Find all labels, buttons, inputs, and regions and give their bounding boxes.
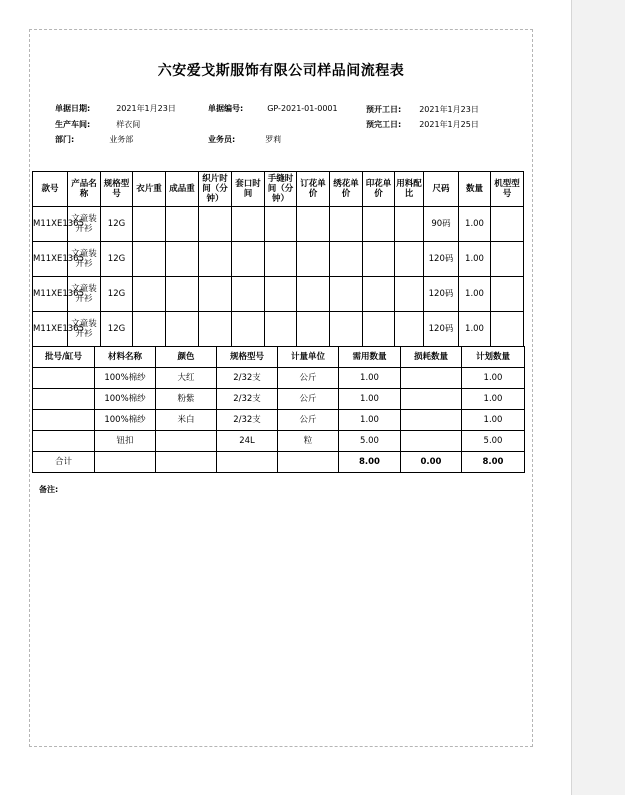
cell xyxy=(199,312,232,347)
cell xyxy=(232,242,265,277)
cell xyxy=(265,242,297,277)
page-title: 六安爱戈斯服饰有限公司样品间流程表 xyxy=(157,63,405,79)
cell: 2/32支 xyxy=(217,410,278,431)
cell xyxy=(232,312,265,347)
cell xyxy=(133,242,166,277)
salesperson-value: 罗莉 xyxy=(265,135,282,144)
cell xyxy=(33,368,95,389)
cell xyxy=(297,242,330,277)
cell: 1.00 xyxy=(339,410,401,431)
col-bead-price: 订花单价 xyxy=(297,172,330,207)
doc-no-label: 单据编号: xyxy=(208,104,244,113)
col-product-name: 产品名称 xyxy=(68,172,101,207)
cell xyxy=(363,242,395,277)
cell xyxy=(491,312,524,347)
cell: 钮扣 xyxy=(95,431,156,452)
cell: 大红 xyxy=(156,368,217,389)
cell xyxy=(166,242,199,277)
cell xyxy=(401,431,462,452)
product-table xyxy=(32,171,524,347)
cell: 12G xyxy=(101,277,133,312)
cell: M11XE1365 xyxy=(33,207,68,242)
cell xyxy=(166,207,199,242)
cell xyxy=(363,277,395,312)
cell xyxy=(297,312,330,347)
cell xyxy=(156,431,217,452)
col-unit: 计量单位 xyxy=(278,347,339,368)
table-row xyxy=(33,312,524,347)
cell: 12G xyxy=(101,312,133,347)
cell: 文童装开衫 xyxy=(68,277,101,312)
cell: M11XE1365 xyxy=(33,312,68,347)
workshop-value: 样衣间 xyxy=(116,120,141,129)
cell: 12G xyxy=(101,242,133,277)
cell xyxy=(401,410,462,431)
cell xyxy=(133,207,166,242)
start-date-label: 预开工日: xyxy=(366,105,402,114)
col-style-no: 款号 xyxy=(33,172,68,207)
cell xyxy=(363,312,395,347)
info-salesperson xyxy=(208,134,281,145)
info-dept xyxy=(55,134,133,145)
cell: 100%棉纱 xyxy=(95,389,156,410)
cell xyxy=(395,207,424,242)
cell xyxy=(166,277,199,312)
cell: 文童装开衫 xyxy=(68,207,101,242)
cell xyxy=(33,431,95,452)
date-value: 2021年1月23日 xyxy=(116,104,176,113)
cell xyxy=(156,452,217,473)
cell xyxy=(297,277,330,312)
cell xyxy=(401,368,462,389)
col-knit-time: 织片时间（分钟） xyxy=(199,172,232,207)
col-spec: 规格型号 xyxy=(101,172,133,207)
table-row xyxy=(33,431,525,452)
cell: M11XE1365 xyxy=(33,242,68,277)
cell: 粒 xyxy=(278,431,339,452)
col-handsew-time: 手缝时间（分钟） xyxy=(265,172,297,207)
cell xyxy=(491,207,524,242)
cell: 12G xyxy=(101,207,133,242)
cell: 1.00 xyxy=(462,389,525,410)
col-size: 尺码 xyxy=(424,172,459,207)
cell xyxy=(265,207,297,242)
start-date-value: 2021年1月23日 xyxy=(419,105,479,114)
cell: M11XE1365 xyxy=(33,277,68,312)
material-table-header xyxy=(33,347,525,368)
info-date xyxy=(55,103,176,114)
table-row xyxy=(33,368,525,389)
dept-label: 部门: xyxy=(55,135,75,144)
cell: 公斤 xyxy=(278,389,339,410)
total-row xyxy=(33,452,525,473)
workshop-label: 生产车间: xyxy=(55,120,91,129)
total-planned-qty: 8.00 xyxy=(462,452,525,473)
cell xyxy=(330,312,363,347)
cell: 24L xyxy=(217,431,278,452)
material-table xyxy=(32,346,525,473)
col-planned-qty: 计划数量 xyxy=(462,347,525,368)
doc-no-value: GP-2021-01-0001 xyxy=(267,104,338,113)
cell xyxy=(166,312,199,347)
table-row xyxy=(33,277,524,312)
cell: 120码 xyxy=(424,277,459,312)
cell xyxy=(401,389,462,410)
cell: 1.00 xyxy=(339,368,401,389)
cell xyxy=(330,242,363,277)
col-required-qty: 需用数量 xyxy=(339,347,401,368)
cell xyxy=(330,277,363,312)
cell: 2/32支 xyxy=(217,389,278,410)
col-batch-no: 批号/缸号 xyxy=(33,347,95,368)
table-row xyxy=(33,410,525,431)
cell: 米白 xyxy=(156,410,217,431)
cell: 1.00 xyxy=(459,312,491,347)
finish-date-value: 2021年1月25日 xyxy=(419,120,479,129)
cell xyxy=(265,277,297,312)
cell: 1.00 xyxy=(459,207,491,242)
cell xyxy=(199,277,232,312)
cell xyxy=(278,452,339,473)
cell xyxy=(33,389,95,410)
col-linking-time: 套口时间 xyxy=(232,172,265,207)
cell: 公斤 xyxy=(278,410,339,431)
cell: 文童装开衫 xyxy=(68,242,101,277)
table-row xyxy=(33,389,525,410)
cell xyxy=(95,452,156,473)
col-loss-qty: 损耗数量 xyxy=(401,347,462,368)
cell xyxy=(297,207,330,242)
col-panel-weight: 衣片重 xyxy=(133,172,166,207)
total-required-qty: 8.00 xyxy=(339,452,401,473)
info-doc-no xyxy=(208,103,338,114)
cell: 100%棉纱 xyxy=(95,368,156,389)
col-embroidery-price: 绣花单价 xyxy=(330,172,363,207)
cell: 1.00 xyxy=(462,368,525,389)
cell xyxy=(363,207,395,242)
info-start-date xyxy=(366,104,479,115)
window-right-panel xyxy=(571,0,625,795)
remark-label: 备注: xyxy=(39,485,59,494)
cell xyxy=(217,452,278,473)
cell xyxy=(232,207,265,242)
cell: 1.00 xyxy=(462,410,525,431)
cell xyxy=(33,410,95,431)
date-label: 单据日期: xyxy=(55,104,91,113)
cell: 5.00 xyxy=(462,431,525,452)
cell: 5.00 xyxy=(339,431,401,452)
cell xyxy=(199,207,232,242)
cell xyxy=(395,312,424,347)
info-finish-date xyxy=(366,119,479,130)
cell xyxy=(232,277,265,312)
cell: 文童装开衫 xyxy=(68,312,101,347)
cell: 1.00 xyxy=(459,277,491,312)
cell: 粉紫 xyxy=(156,389,217,410)
cell xyxy=(133,277,166,312)
total-label: 合计 xyxy=(33,452,95,473)
table-row xyxy=(33,242,524,277)
cell xyxy=(491,242,524,277)
cell xyxy=(491,277,524,312)
cell: 90码 xyxy=(424,207,459,242)
col-print-price: 印花单价 xyxy=(363,172,395,207)
col-material-ratio: 用料配比 xyxy=(395,172,424,207)
cell: 2/32支 xyxy=(217,368,278,389)
cell: 公斤 xyxy=(278,368,339,389)
col-machine-model: 机型型号 xyxy=(491,172,524,207)
cell: 1.00 xyxy=(339,389,401,410)
col-spec: 规格型号 xyxy=(217,347,278,368)
col-material-name: 材料名称 xyxy=(95,347,156,368)
cell xyxy=(330,207,363,242)
cell xyxy=(133,312,166,347)
info-workshop xyxy=(55,119,140,130)
col-color: 颜色 xyxy=(156,347,217,368)
cell xyxy=(265,312,297,347)
salesperson-label: 业务员: xyxy=(208,135,236,144)
cell: 100%棉纱 xyxy=(95,410,156,431)
cell: 1.00 xyxy=(459,242,491,277)
col-finished-weight: 成品重 xyxy=(166,172,199,207)
finish-date-label: 预完工日: xyxy=(366,120,402,129)
cell xyxy=(199,242,232,277)
print-preview-sheet xyxy=(29,29,533,747)
cell xyxy=(395,242,424,277)
col-quantity: 数量 xyxy=(459,172,491,207)
cell: 120码 xyxy=(424,312,459,347)
cell xyxy=(395,277,424,312)
table-row xyxy=(33,207,524,242)
total-loss-qty: 0.00 xyxy=(401,452,462,473)
cell: 120码 xyxy=(424,242,459,277)
dept-value: 业务部 xyxy=(109,135,134,144)
product-table-header xyxy=(33,172,524,207)
